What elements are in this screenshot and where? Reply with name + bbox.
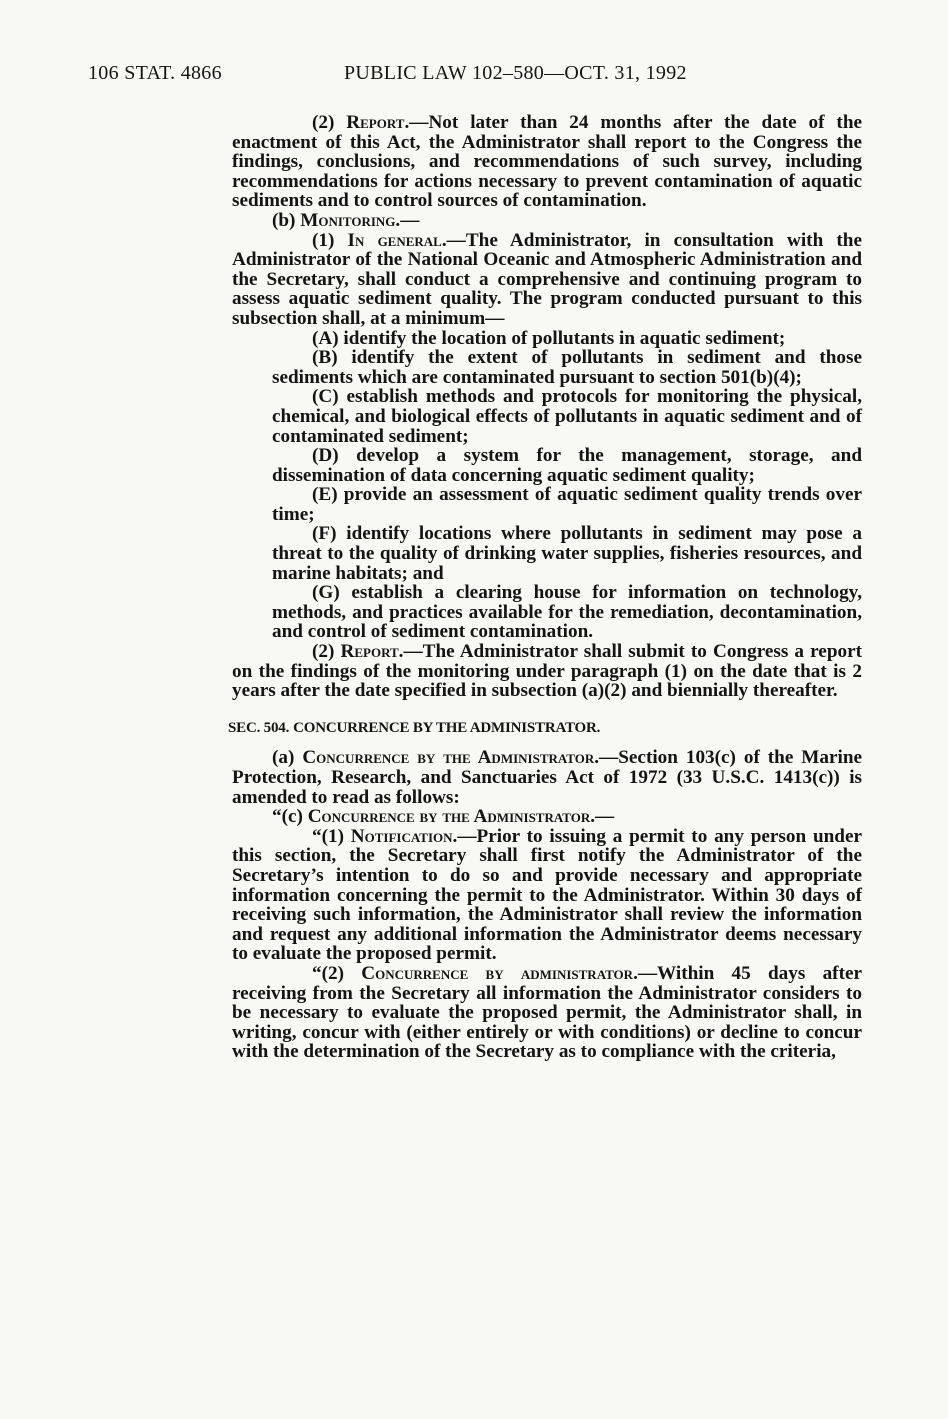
section-heading: SEC. 504. CONCURRENCE BY THE ADMINISTRATOR. <box>228 719 601 736</box>
quoted-subsection-c: “(c) Concurrence by the Administrator.— <box>272 806 615 828</box>
paragraph-in-general: (1) In general.—The Administrator, in consultation with the Administrator of the National Oceanic and Atmospheric Administration and the Secretary, shall conduct a comprehensive and continuing program to assess aquatic sediment quality. The program conducted pursuant to this subsection shall, at a minimum— <box>232 229 862 329</box>
list-item-e: (E) provide an assessment of aquatic sediment quality trends over time; <box>272 484 862 525</box>
list-item-f: (F) identify locations where pollutants in sediment may pose a threat to the quality of drinking water supplies, fisheries resources, and marine habitats; and <box>272 523 862 584</box>
list-item-b: (B) identify the extent of pollutants in sediment and those sediments which are contaminated pursuant to section 501(b)(4); <box>272 347 862 388</box>
list-item-g: (G) establish a clearing house for information on technology, methods, and practices available for the remediation, decontamination, and control of sediment contamination. <box>272 582 862 643</box>
paragraph-report-b2: (2) Report.—The Administrator shall submit to Congress a report on the findings of the monitoring under paragraph (1) on the date that is 2 years after the date specified in subsection (a)(2) and biennially thereafter. <box>232 641 862 702</box>
subsection-concurrence-a: (a) Concurrence by the Administrator.—Section 103(c) of the Marine Protection, Research, and Sanctuaries Act of 1972 (33 U.S.C. 1413(c)) is amended to read as follows: <box>232 747 863 808</box>
list-item-c: (C) establish methods and protocols for monitoring the physical, chemical, and biological effects of pollutants in aquatic sediment and of contaminated sediment; <box>272 386 862 447</box>
paragraph-report-a2: (2) Report.—Not later than 24 months after the date of the enactment of this Act, the Administrator shall report to the Congress the findings, conclusions, and recommendations of such survey, including recommendations for actions necessary to prevent contamination of aquatic sediments and to control sources of contamination. <box>232 112 863 212</box>
stat-page-number: 106 STAT. 4866 <box>88 62 222 84</box>
document-body <box>228 112 863 1063</box>
list-item-d: (D) develop a system for the management, storage, and dissemination of data concerning aquatic sediment quality; <box>272 445 862 486</box>
list-item-a: (A) identify the location of pollutants in aquatic sediment; <box>312 327 786 349</box>
paragraph-notification: “(1) Notification.—Prior to issuing a permit to any person under this section, the Secretary shall first notify the Administrator of the Secretary’s intention to do so and provide necessary and appropriate information concerning the permit to the Administrator. Within 30 days of receiving such information, the Administrator shall review the information and request any additional information the Administrator deems necessary to evaluate the proposed permit. <box>232 825 863 965</box>
law-title: PUBLIC LAW 102–580—OCT. 31, 1992 <box>344 62 687 84</box>
subsection-monitoring: (b) Monitoring.— <box>272 209 420 231</box>
page-header <box>88 62 687 85</box>
paragraph-concurrence-2: “(2) Concurrence by administrator.—Within 45 days after receiving from the Secretary all information the Administrator considers to be necessary to evaluate the proposed permit, the Administrator shall, in writing, concur with (either entirely or with conditions) or decline to concur with the determination of the Secretary as to compliance with the criteria, <box>232 962 862 1063</box>
